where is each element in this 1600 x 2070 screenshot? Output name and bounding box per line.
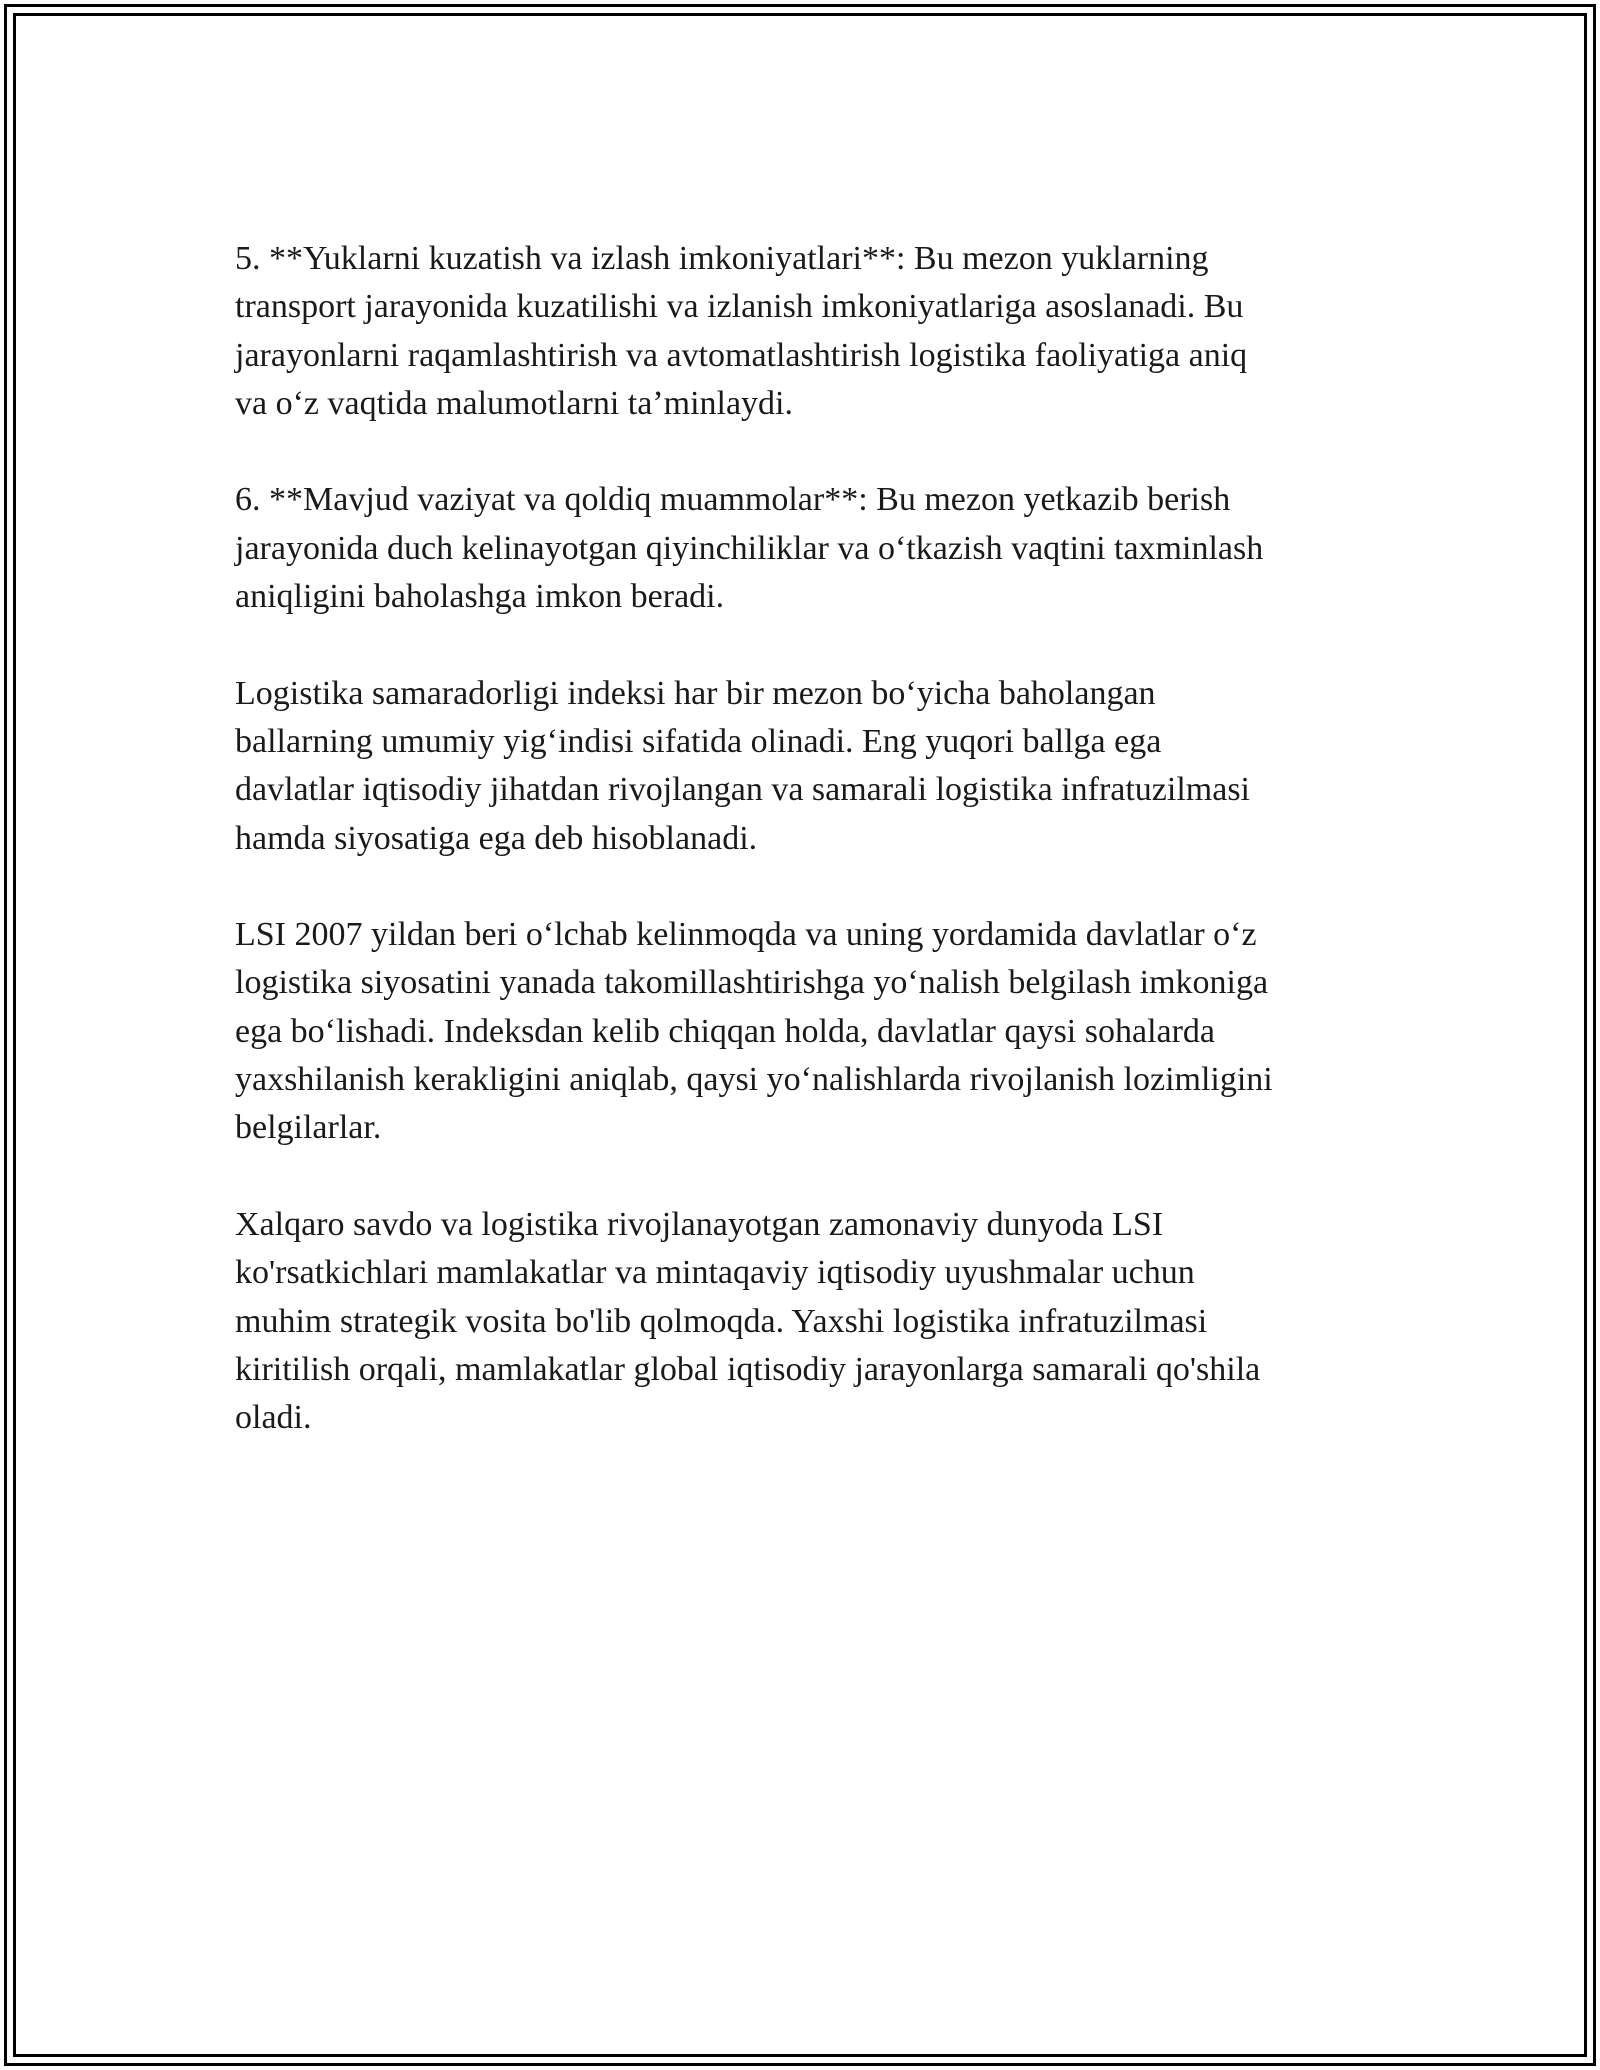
document-body — [235, 235, 1365, 1491]
paragraph-index-calculation: Logistika samaradorligi indeksi har bir mezon boʻyicha baholangan ballarning umumiy yigʻindisi sifatida olinadi. Eng yuqori ballga ega davlatlar iqtisodiy jihatdan rivojlangan va samarali logistika infratuzilmasi hamda siyosatiga ega deb hisoblanadi. — [235, 674, 1251, 857]
paragraph-strategic-importance: Xalqaro savdo va logistika rivojlanayotgan zamonaviy dunyoda LSI ko'rsatkichlari mamlakatlar va mintaqaviy iqtisodiy uyushmalar uchun muhim strategik vosita bo'lib qolmoqda. Yaxshi logistika infratuzilmasi kiritilish orqali, mamlakatlar global iqtisodiy jarayonlarga samarali qo'shila oladi. — [235, 1205, 1261, 1437]
paragraph-current-situation: 6. **Mavjud vaziyat va qoldiq muammolar**: Bu mezon yetkazib berish jarayonida duch kelinayotgan qiyinchiliklar va oʻtkazish vaqtini taxminlash aniqligini baholashga imkon beradi. — [235, 481, 1264, 616]
paragraph-tracking-capabilities: 5. **Yuklarni kuzatish va izlash imkoniyatlari**: Bu mezon yuklarning transport jarayonida kuzatilishi va izlanish imkoniyatlariga asoslanadi. Bu jarayonlarni raqamlashtirish va avtomatlashtirish logistika faoliyatiga aniq va oʻz vaqtida malumotlarni taʼminlaydi. — [235, 240, 1248, 422]
paragraph-lsi-history: LSI 2007 yildan beri oʻlchab kelinmoqda va uning yordamida davlatlar oʻz logistika siyosatini yanada takomillashtirishga yoʻnalish belgilash imkoniga ega boʻlishadi. Indeksdan kelib chiqqan holda, davlatlar qaysi sohalarda yaxshilanish kerakligini aniqlab, qaysi yoʻnalishlarda rivojlanish lozimligini belgilarlar. — [235, 916, 1273, 1147]
